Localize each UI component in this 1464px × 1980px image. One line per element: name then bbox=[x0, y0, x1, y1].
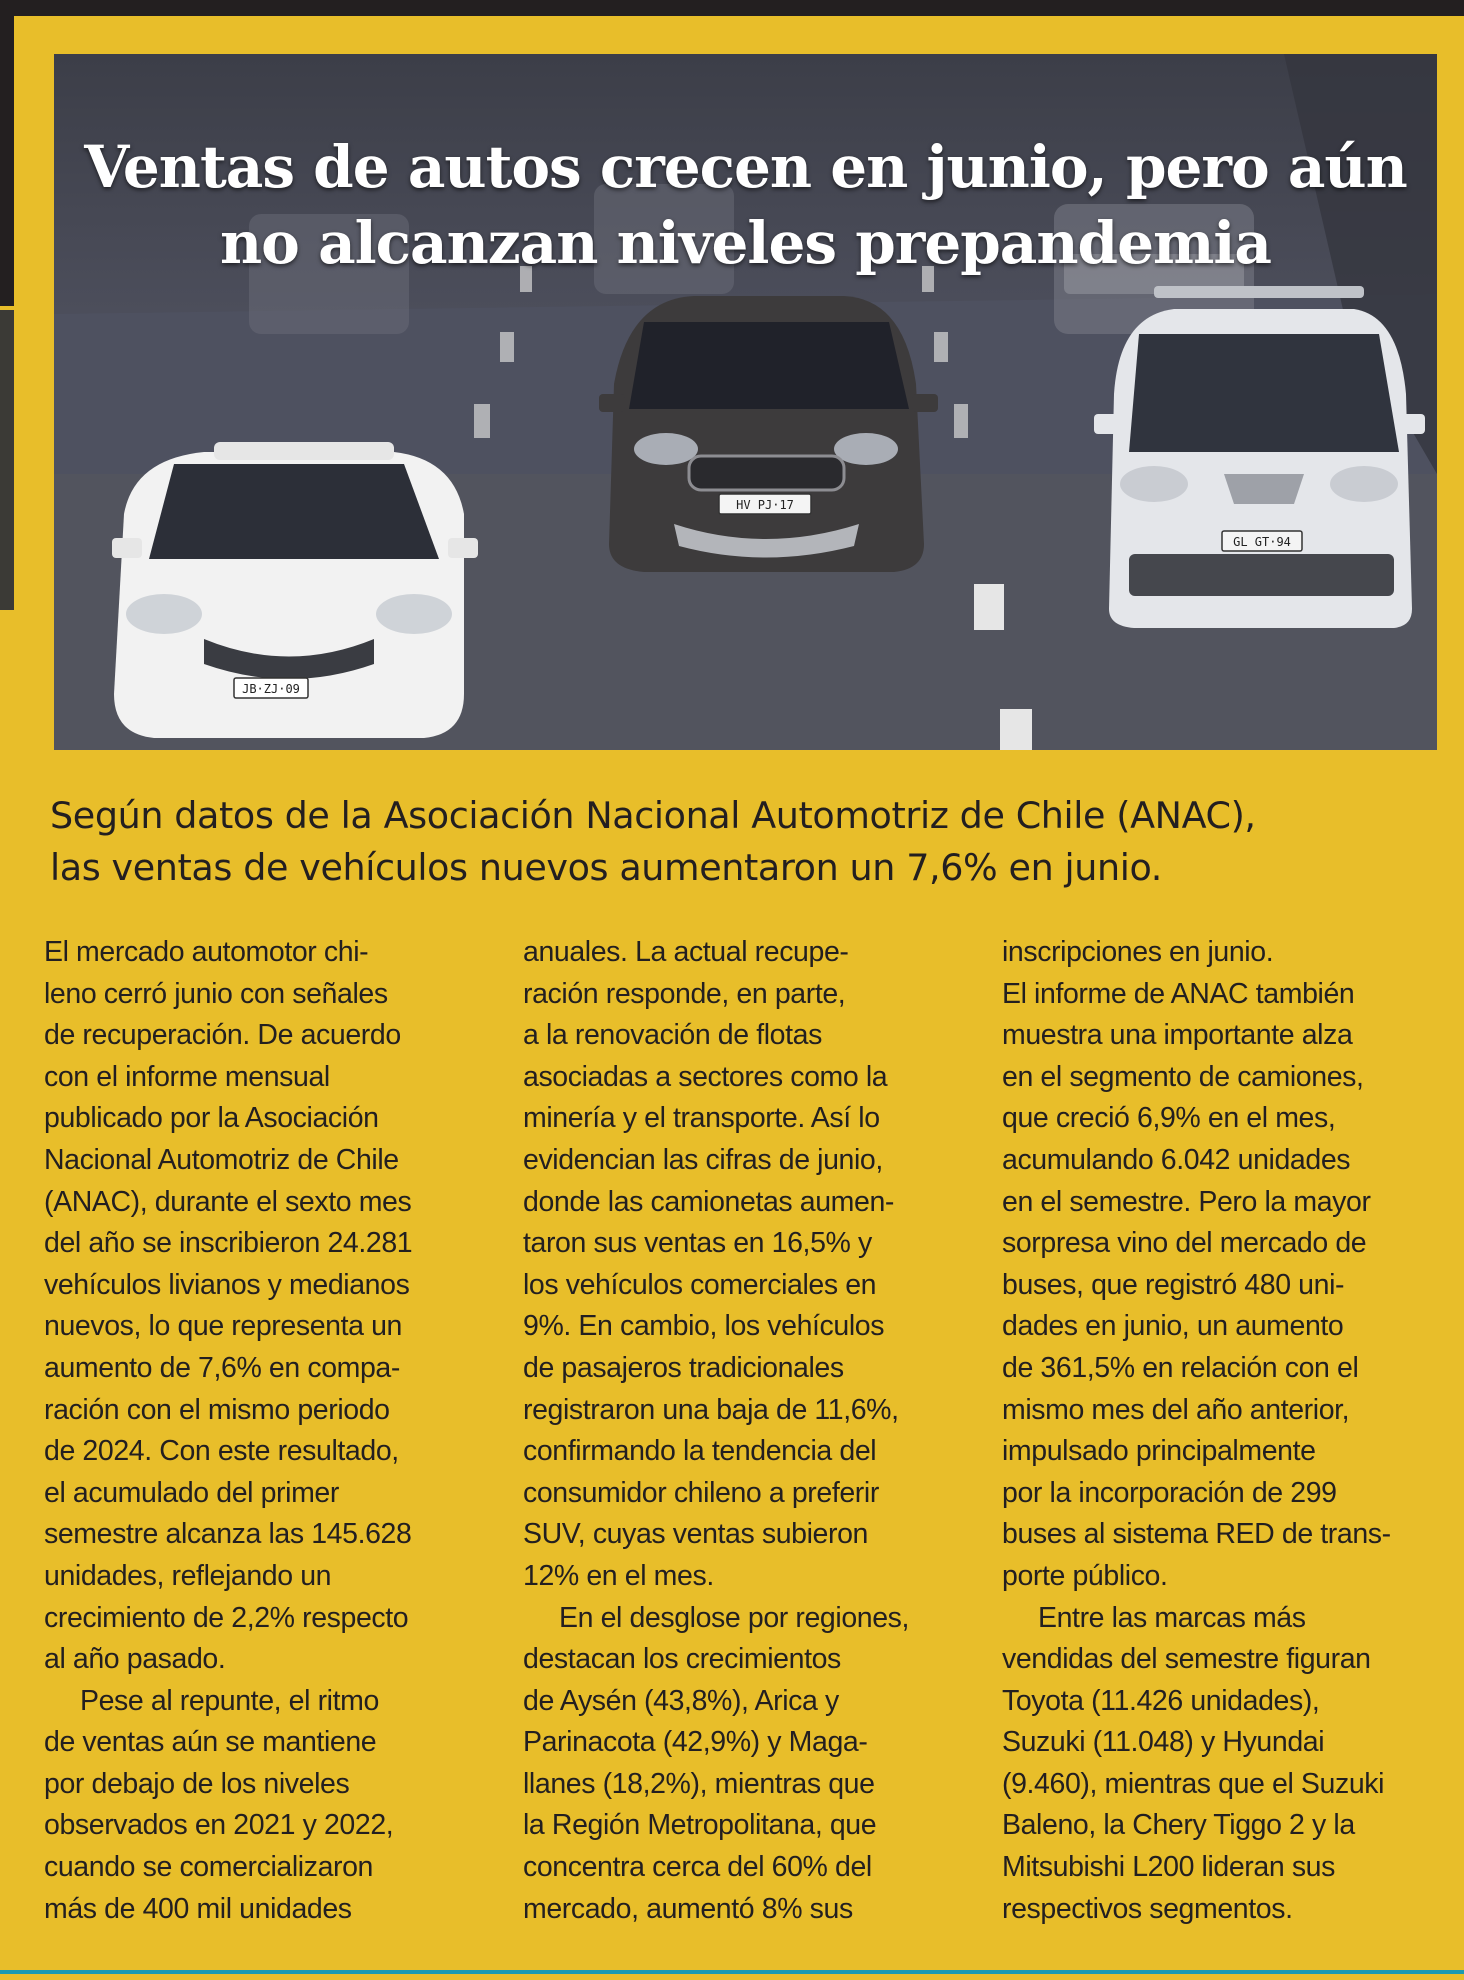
body-line: registraron una baja de 11,6%, bbox=[523, 1393, 899, 1426]
lead-line-2: las ventas de vehículos nuevos aumentaron un 7,6% en junio. bbox=[50, 846, 1162, 889]
body-line: mercado, aumentó 8% sus bbox=[523, 1892, 853, 1925]
body-line: SUV, cuyas ventas subieron bbox=[523, 1518, 869, 1551]
body-line: asociadas a sectores como la bbox=[523, 1060, 888, 1093]
body-line: de pasajeros tradicionales bbox=[523, 1351, 844, 1384]
bottom-rule bbox=[0, 1970, 1464, 1974]
body-line: de ventas aún se mantiene bbox=[44, 1726, 377, 1759]
body-line: El mercado automotor chi- bbox=[44, 936, 369, 968]
side-accent-gray bbox=[0, 310, 14, 610]
body-line: acumulando 6.042 unidades bbox=[1002, 1143, 1351, 1176]
body-line: taron sus ventas en 16,5% y bbox=[523, 1227, 872, 1260]
body-line: destacan los crecimientos bbox=[523, 1643, 841, 1676]
body-line: de 361,5% en relación con el bbox=[1002, 1351, 1359, 1384]
body-line: 9%. En cambio, los vehículos bbox=[523, 1310, 885, 1343]
dark-suv bbox=[599, 296, 938, 572]
body-line: inscripciones en junio. bbox=[1002, 936, 1274, 968]
body-line: Parinacota (42,9%) y Maga- bbox=[523, 1726, 868, 1759]
body-line: 12% en el mes. bbox=[523, 1559, 714, 1592]
body-line: buses, que registró 480 uni- bbox=[1002, 1268, 1345, 1301]
body-line: cuando se comercializaron bbox=[44, 1851, 374, 1884]
body-line: en el semestre. Pero la mayor bbox=[1002, 1185, 1371, 1218]
body-line: Mitsubishi L200 lideran sus bbox=[1002, 1851, 1335, 1884]
body-line: por la incorporación de 299 bbox=[1002, 1476, 1337, 1509]
body-line: observados en 2021 y 2022, bbox=[44, 1809, 394, 1842]
body-line: vehículos livianos y medianos bbox=[44, 1268, 410, 1301]
body-line: (ANAC), durante el sexto mes bbox=[44, 1185, 412, 1218]
body-line: Nacional Automotriz de Chile bbox=[44, 1143, 399, 1176]
body-line: ración responde, en parte, bbox=[523, 977, 846, 1010]
body-line: mismo mes del año anterior, bbox=[1002, 1393, 1350, 1426]
body-line: impulsado principalmente bbox=[1002, 1435, 1316, 1468]
body-line: Toyota (11.426 unidades), bbox=[1002, 1684, 1320, 1717]
body-column-1 bbox=[44, 932, 484, 1930]
headline-line-2: no alcanzan niveles prepandemia bbox=[220, 208, 1271, 277]
body-line: con el informe mensual bbox=[44, 1060, 330, 1093]
headline-line-1: Ventas de autos crecen en junio, pero aún bbox=[84, 132, 1407, 201]
side-accent-dark bbox=[0, 16, 14, 306]
body-line: publicado por la Asociación bbox=[44, 1102, 379, 1135]
body-line: llanes (18,2%), mientras que bbox=[523, 1767, 875, 1800]
body-line: la Región Metropolitana, que bbox=[523, 1809, 877, 1842]
white-car bbox=[112, 442, 478, 738]
body-line: de recuperación. De acuerdo bbox=[44, 1019, 401, 1052]
article-photo bbox=[54, 54, 1437, 750]
body-line: Pese al repunte, el ritmo bbox=[80, 1684, 379, 1717]
license-plate-center: HV PJ·17 bbox=[736, 498, 794, 512]
headline bbox=[54, 129, 1437, 281]
body-line: sorpresa vino del mercado de bbox=[1002, 1227, 1367, 1260]
body-line: En el desglose por regiones, bbox=[559, 1601, 910, 1634]
white-van bbox=[1094, 286, 1425, 628]
body-line: muestra una importante alza bbox=[1002, 1019, 1353, 1052]
body-line: semestre alcanza las 145.628 bbox=[44, 1518, 412, 1551]
body-column-2 bbox=[523, 932, 963, 1930]
body-line: anuales. La actual recupe- bbox=[523, 936, 849, 968]
lead-paragraph bbox=[50, 790, 1430, 894]
license-plate-right: GL GT·94 bbox=[1233, 535, 1291, 549]
body-column-3 bbox=[1002, 932, 1442, 1930]
body-line: el acumulado del primer bbox=[44, 1476, 339, 1509]
body-line: donde las camionetas aumen- bbox=[523, 1185, 895, 1218]
body-line: de 2024. Con este resultado, bbox=[44, 1435, 399, 1468]
body-line: porte público. bbox=[1002, 1559, 1168, 1592]
body-line: Baleno, la Chery Tiggo 2 y la bbox=[1002, 1809, 1355, 1842]
body-line: El informe de ANAC también bbox=[1002, 977, 1355, 1010]
body-line: ración con el mismo periodo bbox=[44, 1393, 390, 1426]
body-line: buses al sistema RED de trans- bbox=[1002, 1518, 1391, 1551]
body-line: concentra cerca del 60% del bbox=[523, 1851, 872, 1884]
body-line: crecimiento de 2,2% respecto bbox=[44, 1601, 409, 1634]
body-line: dades en junio, un aumento bbox=[1002, 1310, 1344, 1343]
top-border bbox=[0, 0, 1464, 16]
body-line: evidencian las cifras de junio, bbox=[523, 1143, 883, 1176]
body-line: nuevos, lo que representa un bbox=[44, 1310, 402, 1343]
body-line: minería y el transporte. Así lo bbox=[523, 1102, 880, 1135]
body-line: leno cerró junio con señales bbox=[44, 977, 388, 1010]
body-line: (9.460), mientras que el Suzuki bbox=[1002, 1767, 1385, 1800]
body-line: por debajo de los niveles bbox=[44, 1767, 350, 1800]
body-line: del año se inscribieron 24.281 bbox=[44, 1227, 413, 1260]
body-line: consumidor chileno a preferir bbox=[523, 1476, 879, 1509]
body-line: aumento de 7,6% en compa- bbox=[44, 1351, 400, 1384]
body-line: unidades, reflejando un bbox=[44, 1559, 332, 1592]
body-line: a la renovación de flotas bbox=[523, 1019, 822, 1052]
body-line: al año pasado. bbox=[44, 1643, 226, 1676]
body-line: de Aysén (43,8%), Arica y bbox=[523, 1684, 839, 1717]
body-line: los vehículos comerciales en bbox=[523, 1268, 877, 1301]
body-line: en el segmento de camiones, bbox=[1002, 1060, 1364, 1093]
lead-line-1: Según datos de la Asociación Nacional Automotriz de Chile (ANAC), bbox=[50, 794, 1256, 837]
body-line: confirmando la tendencia del bbox=[523, 1435, 877, 1468]
body-line: Suzuki (11.048) y Hyundai bbox=[1002, 1726, 1325, 1759]
body-line: respectivos segmentos. bbox=[1002, 1892, 1293, 1925]
body-line: que creció 6,9% en el mes, bbox=[1002, 1102, 1336, 1135]
body-line: Entre las marcas más bbox=[1038, 1601, 1306, 1634]
body-line: más de 400 mil unidades bbox=[44, 1892, 352, 1925]
license-plate-left: JB·ZJ·09 bbox=[242, 682, 300, 696]
body-line: vendidas del semestre figuran bbox=[1002, 1643, 1371, 1676]
